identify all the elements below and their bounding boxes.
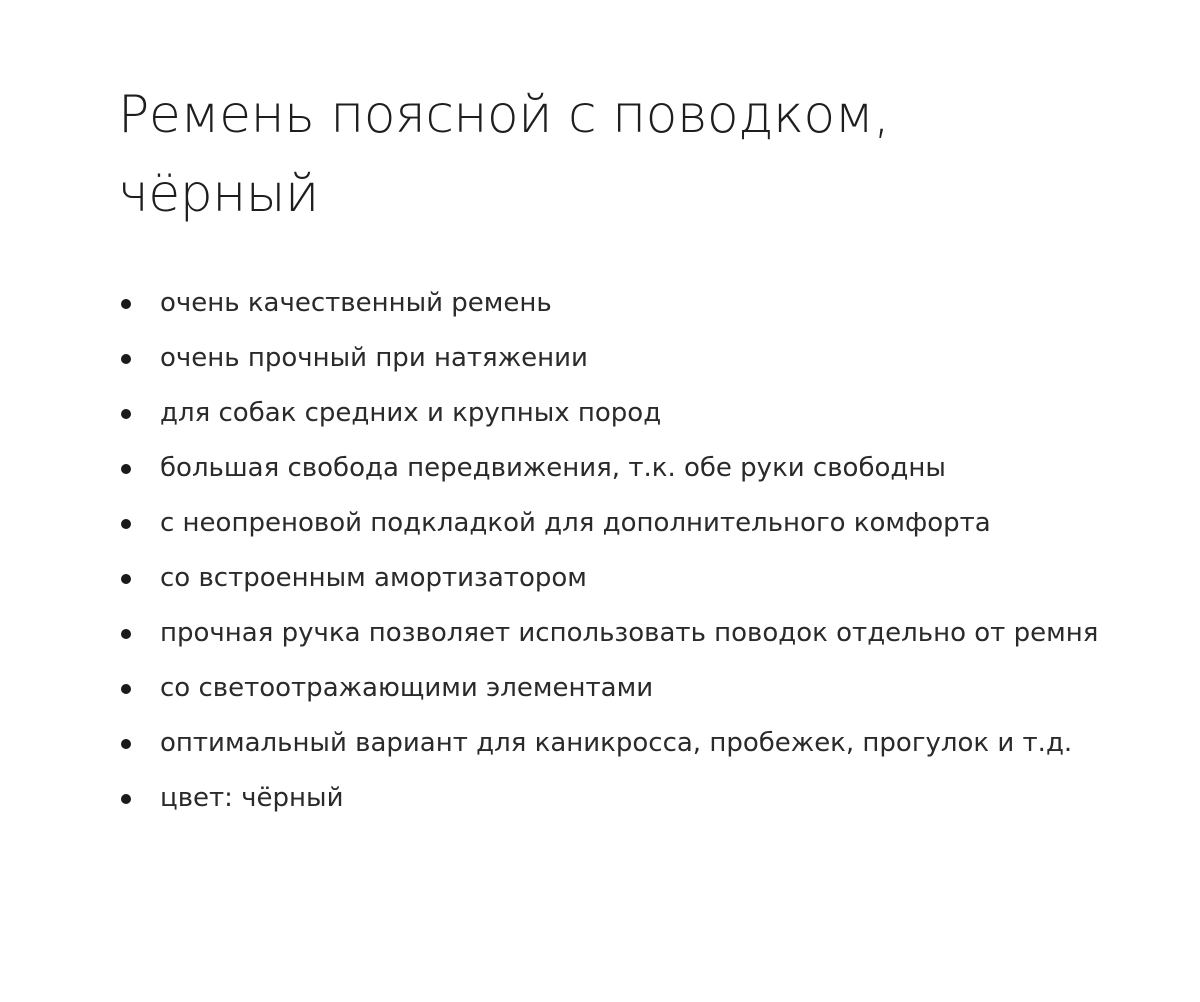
feature-text: со встроенным амортизатором (160, 563, 587, 593)
list-item (118, 502, 1118, 544)
feature-text: с неопреновой подкладкой для дополнительного комфорта (160, 508, 991, 538)
feature-text: очень прочный при натяжении (160, 343, 588, 373)
bullet-icon (121, 299, 131, 309)
feature-text: очень качественный ремень (160, 288, 552, 318)
feature-list (118, 282, 1118, 832)
list-item (118, 557, 1118, 599)
bullet-icon (121, 464, 131, 474)
bullet-icon (121, 794, 131, 804)
list-item (118, 667, 1118, 709)
bullet-icon (121, 574, 131, 584)
list-item (118, 612, 1118, 654)
page-title: Ремень поясной с поводком, чёрный (118, 85, 890, 224)
list-item (118, 447, 1118, 489)
feature-text: оптимальный вариант для каникросса, пробежек, прогулок и т.д. (160, 728, 1073, 758)
bullet-icon (121, 684, 131, 694)
list-item (118, 777, 1118, 819)
feature-text: со светоотражающими элементами (160, 673, 654, 703)
feature-text: прочная ручка позволяет использовать поводок отдельно от ремня (160, 618, 1099, 648)
list-item (118, 337, 1118, 379)
bullet-icon (121, 519, 131, 529)
bullet-icon (121, 739, 131, 749)
feature-text: для собак средних и крупных пород (160, 398, 662, 428)
bullet-icon (121, 409, 131, 419)
list-item (118, 392, 1118, 434)
feature-text: большая свобода передвижения, т.к. обе руки свободны (160, 453, 946, 483)
list-item (118, 722, 1118, 764)
list-item (118, 282, 1118, 324)
feature-text: цвет: чёрный (160, 783, 344, 813)
bullet-icon (121, 629, 131, 639)
bullet-icon (121, 354, 131, 364)
